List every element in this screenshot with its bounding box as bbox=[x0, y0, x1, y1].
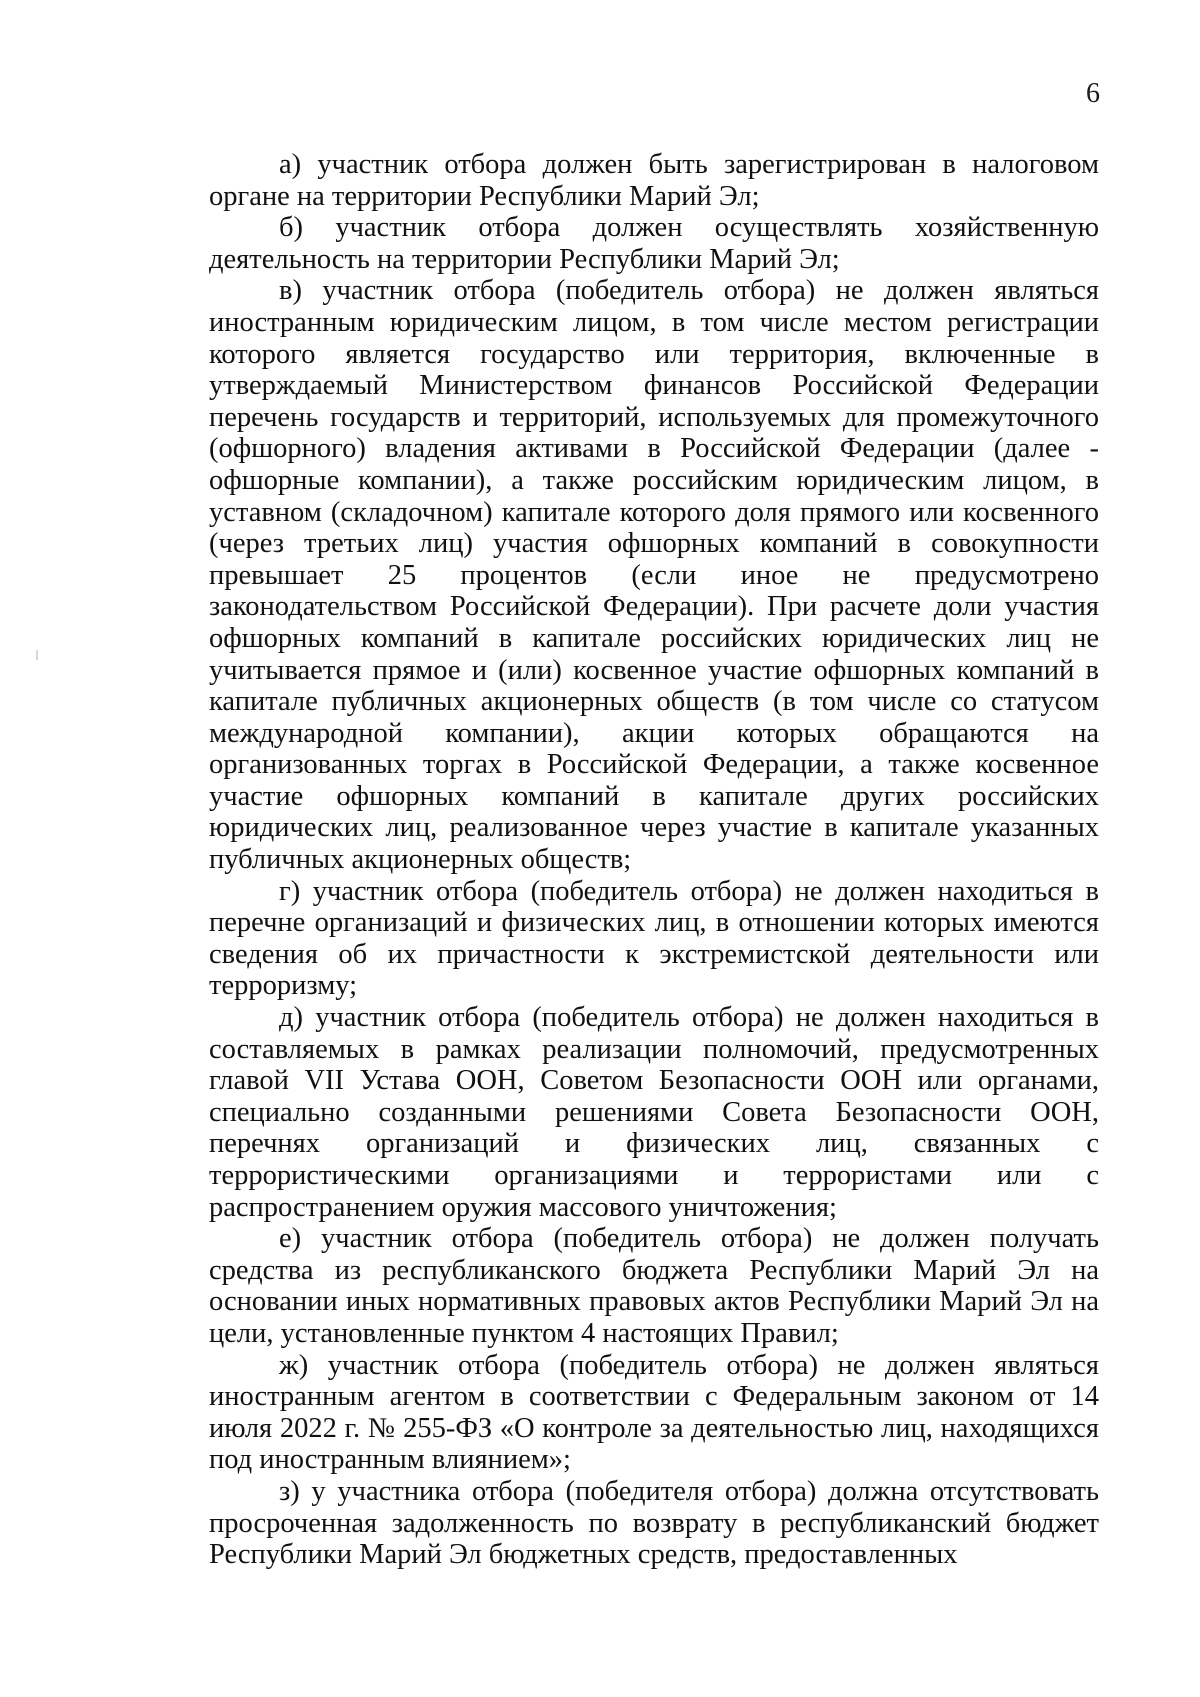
paragraph-e: е) участник отбора (победитель отбора) не должен получать средства из республиканского бюджета Республики Марий Эл на основании иных нормативных правовых актов Республики Марий Эл на цели, установленные пунктом 4 настоящих Правил; bbox=[209, 1223, 1099, 1349]
paragraph-z: з) у участника отбора (победителя отбора) должна отсутствовать просроченная задолженность по возврату в республиканский бюджет Республики Марий Эл бюджетных средств, предоставленных bbox=[209, 1475, 1099, 1571]
document-body bbox=[209, 149, 1099, 1571]
scan-artifact bbox=[36, 650, 38, 660]
page-number: 6 bbox=[1086, 78, 1100, 109]
paragraph-v: в) участник отбора (победитель отбора) не должен являться иностранным юридическим лицом, в том числе местом регистрации которого является государство или территория, включенные в утверждаемый Министерством финансов Российской Федерации перечень государств и территорий, используемых для промежуточного (офшорного) владения активами в Российской Федерации (далее - офшорные компании), а также российским юридическим лицом, в уставном (складочном) капитале которого доля прямого или косвенного (через третьих лиц) участия офшорных компаний в совокупности превышает 25 процентов (если иное не предусмотрено законодательством Российской Федерации). При расчете доли участия офшорных компаний в капитале российских юридических лиц не учитывается прямое и (или) косвенное участие офшорных компаний в капитале публичных акционерных обществ (в том числе со статусом международной компании), акции которых обращаются на организованных торгах в Российской Федерации, а также косвенное участие офшорных компаний в капитале других российских юридических лиц, реализованное через участие в капитале указанных публичных акционерных обществ; bbox=[209, 275, 1099, 876]
paragraph-b: б) участник отбора должен осуществлять хозяйственную деятельность на территории Республики Марий Эл; bbox=[209, 212, 1099, 275]
paragraph-zh: ж) участник отбора (победитель отбора) не должен являться иностранным агентом в соответствии с Федеральным законом от 14 июля 2022 г. № 255-ФЗ «О контроле за деятельностью лиц, находящихся под иностранным влиянием»; bbox=[209, 1349, 1099, 1476]
paragraph-a: а) участник отбора должен быть зарегистрирован в налоговом органе на территории Республики Марий Эл; bbox=[209, 149, 1099, 212]
paragraph-d: д) участник отбора (победитель отбора) не должен находиться в составляемых в рамках реализации полномочий, предусмотренных главой VII Устава ООН, Советом Безопасности ООН или органами, специально созданными решениями Совета Безопасности ООН, перечнях организаций и физических лиц, связанных с террористическими организациями и террористами или с распространением оружия массового уничтожения; bbox=[209, 1002, 1099, 1223]
paragraph-g: г) участник отбора (победитель отбора) не должен находиться в перечне организаций и физических лиц, в отношении которых имеются сведения об их причастности к экстремистской деятельности или терроризму; bbox=[209, 875, 1099, 1002]
